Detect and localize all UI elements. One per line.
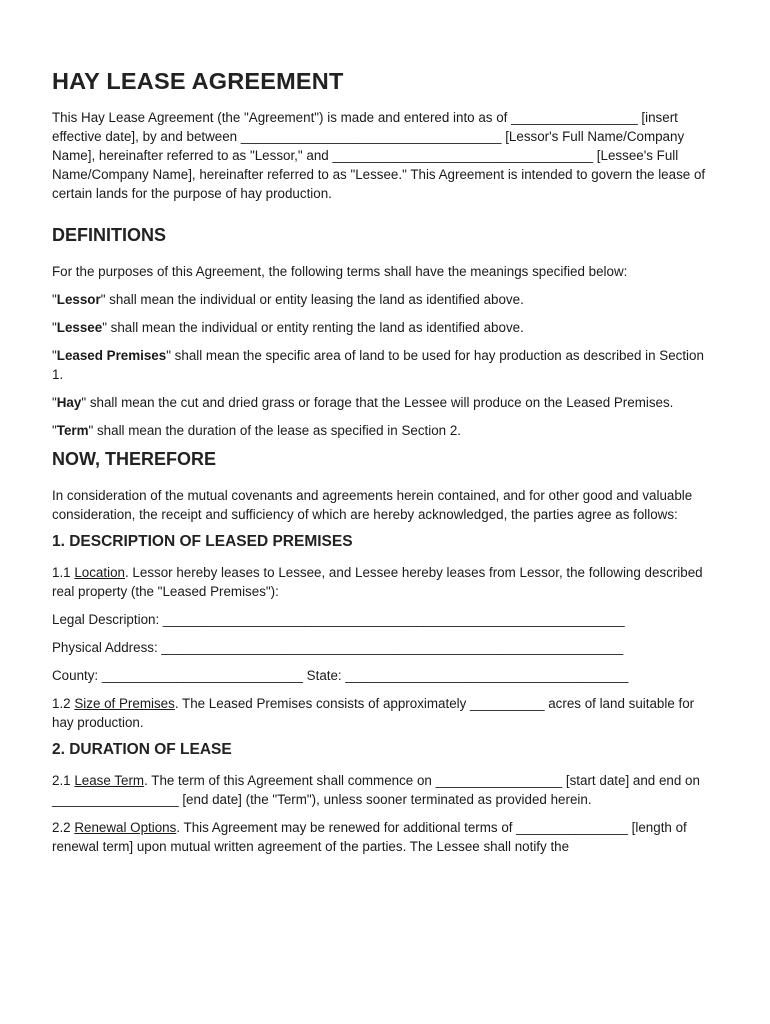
section-1-1-paragraph: 1.1 Location. Lessor hereby leases to Lessee, and Lessee hereby leases from Lessor, the following described real property (the "Leased Premises"):	[52, 565, 703, 599]
document-title: HAY LEASE AGREEMENT	[52, 68, 344, 94]
definition-term: Lessor	[56, 292, 101, 307]
section-1-1-title: Location	[74, 565, 125, 580]
section-2-2-title: Renewal Options	[74, 820, 177, 835]
section-1-2-title: Size of Premises	[74, 696, 175, 711]
section-2-2-paragraph: 2.2 Renewal Options. This Agreement may be renewed for additional terms of _______________ [length of renewal term] upon mutual written agreement of the parties. The Lessee shall notify the	[52, 820, 687, 854]
section-1-2-paragraph: 1.2 Size of Premises. The Leased Premises consists of approximately __________ acres of land suitable for hay production.	[52, 696, 695, 730]
definition-term: Leased Premises	[56, 348, 167, 363]
definition-term: Term	[56, 423, 89, 438]
legal-description-field: Legal Description: ______________________________________________________________	[52, 612, 625, 627]
definitions-heading: DEFINITIONS	[52, 225, 167, 245]
intro-paragraph: This Hay Lease Agreement (the "Agreement") is made and entered into as of _________________ [insert effective date], by and between ___________________________________ [Lessor's Full Name/Company Name], hereinafter referred to as "Lessor," and ___________________________________ [Lessee's Full Name/Company Name], hereinafter referred to as "Lessee." This Agreement is intended to govern the lease of certain lands for the purpose of hay production.	[52, 110, 706, 201]
definition-item: "Lessee" shall mean the individual or entity renting the land as identified above.	[52, 320, 524, 335]
county-state-field: County: ___________________________ State: ______________________________________	[52, 668, 629, 683]
section-1-heading: 1. DESCRIPTION OF LEASED PREMISES	[52, 533, 353, 550]
definition-item: "Leased Premises" shall mean the specific area of land to be used for hay production as described in Section 1.	[52, 348, 704, 382]
section-2-1-paragraph: 2.1 Lease Term. The term of this Agreement shall commence on _________________ [start date] and end on _________________ [end date] (the "Term"), unless sooner terminated as provided herein.	[52, 773, 700, 807]
document-body	[52, 68, 716, 865]
section-2-heading: 2. DURATION OF LEASE	[52, 741, 232, 758]
definition-item: "Term" shall mean the duration of the lease as specified in Section 2.	[52, 423, 461, 438]
definition-item: "Hay" shall mean the cut and dried grass or forage that the Lessee will produce on the Leased Premises.	[52, 395, 674, 410]
now-therefore-text: In consideration of the mutual covenants and agreements herein contained, and for other good and valuable consideration, the receipt and sufficiency of which are hereby acknowledged, the parties agree as follows:	[52, 488, 693, 522]
physical-address-field: Physical Address: ______________________________________________________________	[52, 640, 624, 655]
section-2-1-title: Lease Term	[74, 773, 145, 788]
definition-term: Hay	[56, 395, 82, 410]
definition-term: Lessee	[56, 320, 103, 335]
now-therefore-heading: NOW, THEREFORE	[52, 449, 217, 469]
definition-item: "Lessor" shall mean the individual or entity leasing the land as identified above.	[52, 292, 524, 307]
definitions-lead: For the purposes of this Agreement, the following terms shall have the meanings specified below:	[52, 264, 628, 279]
